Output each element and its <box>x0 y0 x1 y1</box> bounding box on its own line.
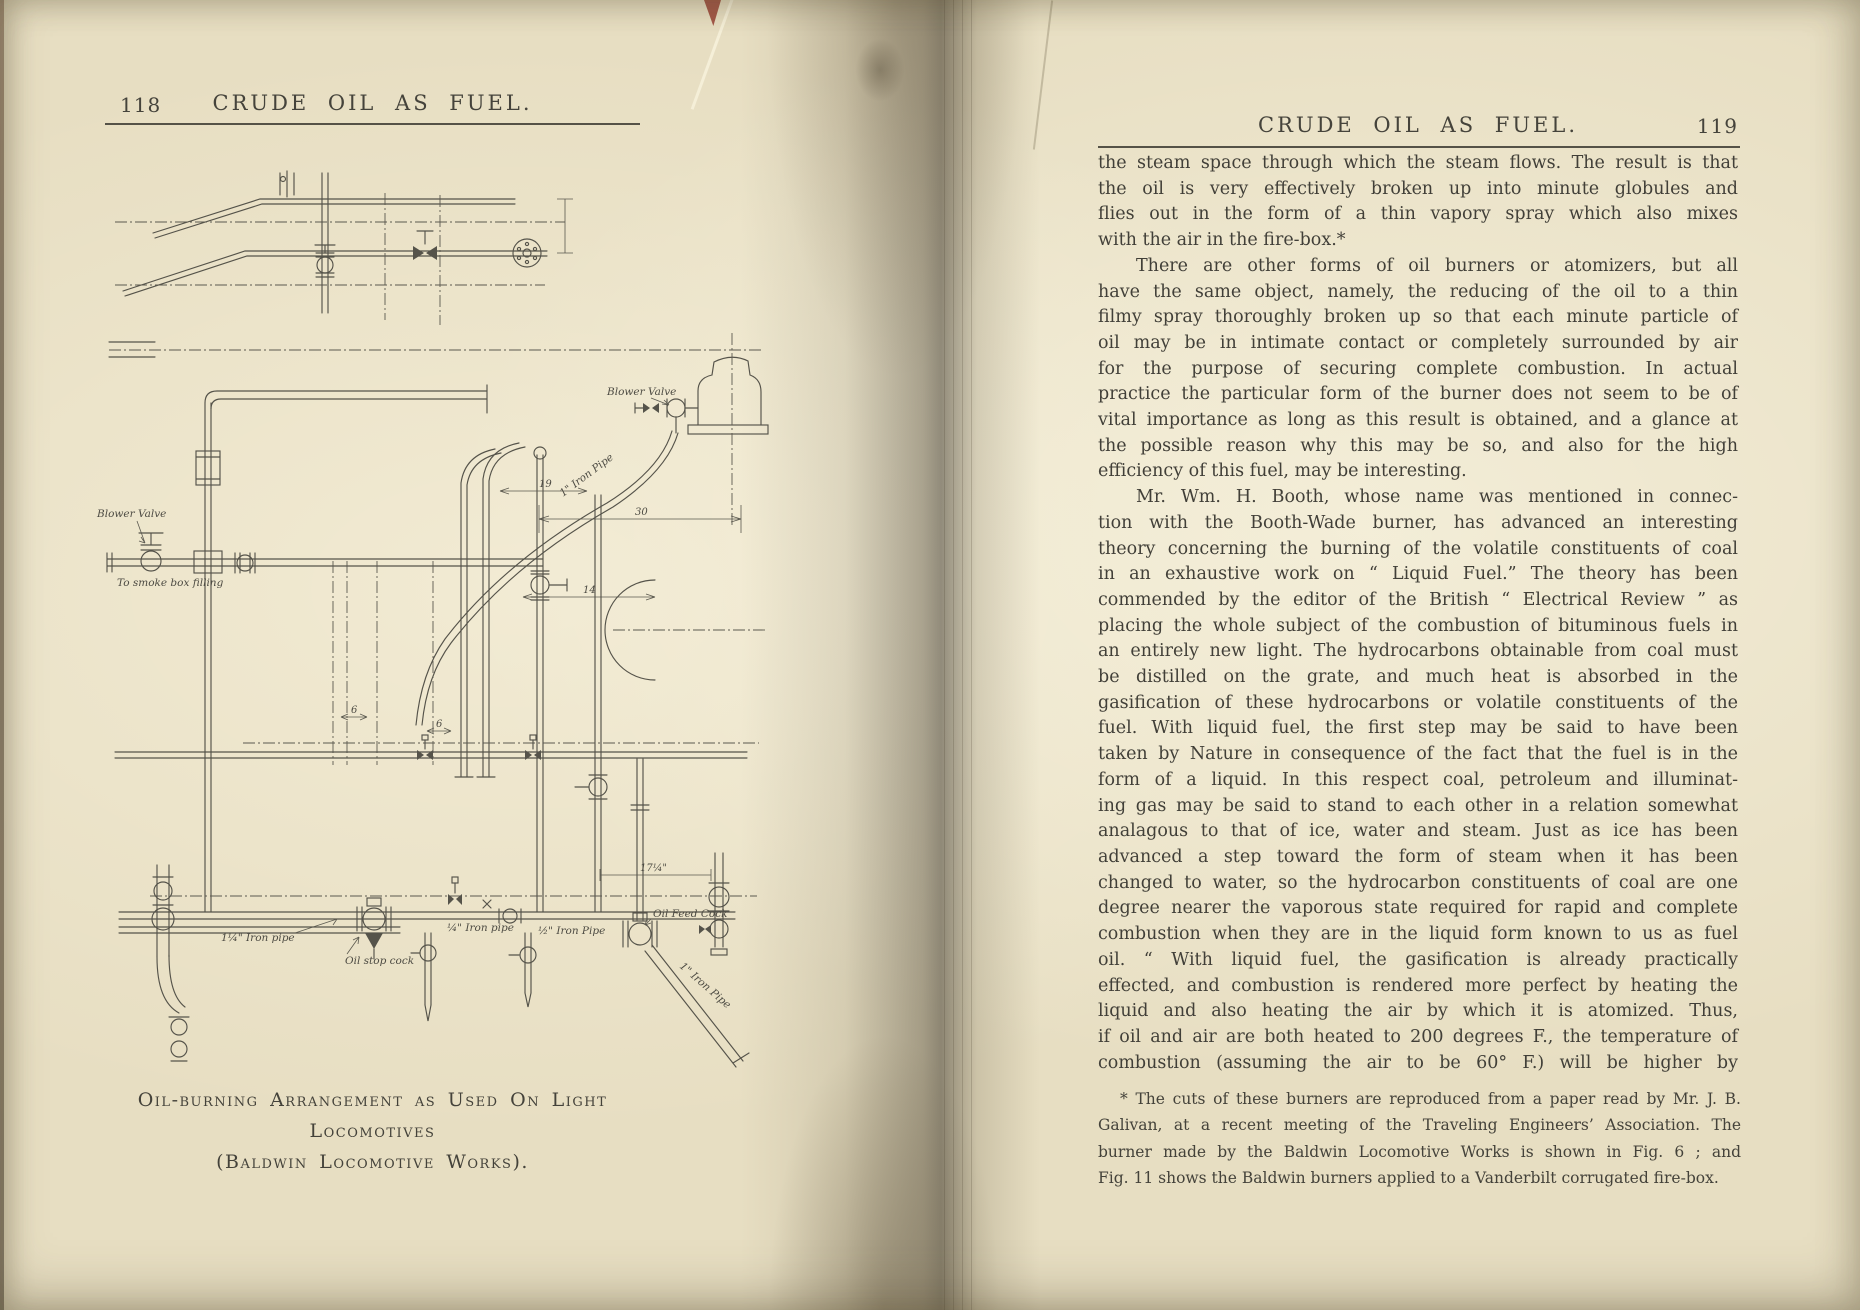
text-line: gasification of these hydrocarbons or volatile constituents of the <box>1098 692 1738 713</box>
paragraph <box>1098 151 1738 254</box>
figure-caption <box>100 1085 645 1178</box>
left-header-rule <box>105 123 640 125</box>
text-line: burner made by the Baldwin Locomotive Works is shown in Fig. 6 ; and <box>1098 1142 1741 1161</box>
diagram-dim-14: 14 <box>583 585 596 596</box>
text-line: advanced a step toward the form of steam when it has been <box>1098 846 1738 867</box>
text-line: liquid and also heating the air by which it is atomized. Thus, <box>1098 1001 1738 1022</box>
text-line: the possible reason why this may be so, and also for the high <box>1098 435 1738 456</box>
paragraph <box>1098 254 1738 485</box>
text-line: theory concerning the burning of the volatile constituents of coal <box>1098 538 1738 559</box>
page-curl-shadow <box>845 25 915 115</box>
text-line: There are other forms of oil burners or atomizers, but all <box>1136 255 1738 276</box>
text-line: fuel. With liquid fuel, the first step may be said to have been <box>1098 718 1738 739</box>
text-line: combustion (assuming the air to be 60° F.) will be higher by <box>1098 1052 1738 1073</box>
diagram-label-iron-pipe-quarter: ¼" Iron pipe <box>447 922 514 934</box>
text-line: degree nearer the vaporous state required for rapid and complete <box>1098 898 1738 919</box>
right-header-rule <box>1098 146 1740 148</box>
text-line: with the air in the fire-box.* <box>1098 230 1346 251</box>
text-line: vital importance as long as this result is obtained, and a glance at <box>1098 410 1738 431</box>
footnote <box>1098 1086 1741 1192</box>
text-line: have the same object, namely, the reducing of the oil to a thin <box>1098 281 1738 302</box>
diagram-dim-30: 30 <box>635 507 648 518</box>
right-running-title: CRUDE OIL AS FUEL. <box>1258 113 1578 137</box>
text-line: commended by the editor of the British “ Electrical Review ” as <box>1098 589 1738 610</box>
text-line: combustion when they are in the liquid form known to us as fuel <box>1098 924 1738 945</box>
left-running-title: CRUDE OIL AS FUEL. <box>212 91 533 115</box>
caption-line-2: (Baldwin Locomotive Works). <box>216 1151 529 1173</box>
diagram-label-iron-pipe-half: ½" Iron Pipe <box>538 925 606 937</box>
text-line: placing the whole subject of the combustion of bituminous fuels in <box>1098 615 1738 636</box>
text-line: be distilled on the grate, and much heat is absorbed in the <box>1098 667 1738 688</box>
diagram-label-iron-pipe-1-quarter: 1¼" Iron pipe <box>221 932 295 944</box>
text-line: analagous to that of ice, water and steam. Just as ice has been <box>1098 821 1738 842</box>
diagram-label-oil-stop-cock: Oil stop cock <box>345 955 415 967</box>
page-edge-lines <box>944 0 974 1310</box>
book-gutter-shadow <box>740 0 1040 1310</box>
diagram-label-iron-pipe-1-drop: 1" Iron Pipe <box>677 960 734 1012</box>
diagram-label-oil-feed-cock: Oil Feed Cock <box>653 908 728 920</box>
caption-line-1: Oil-burning Arrangement as Used On Light Locomotives <box>137 1089 608 1142</box>
text-line: in an exhaustive work on “ Liquid Fuel.” The theory has been <box>1098 564 1738 585</box>
text-line: an entirely new light. The hydrocarbons obtainable from coal must <box>1098 641 1738 662</box>
text-line: changed to water, so the hydrocarbon constituents of coal are one <box>1098 872 1738 893</box>
text-line: efficiency of this fuel, may be interesting. <box>1098 461 1467 482</box>
cover-tear-mark <box>704 0 721 26</box>
text-line: tion with the Booth-Wade burner, has advanced an interesting <box>1098 512 1738 533</box>
text-line: form of a liquid. In this respect coal, petroleum and illuminat- <box>1098 769 1738 790</box>
body-text <box>1098 151 1738 1076</box>
diagram-dim-19: 19 <box>539 479 552 490</box>
text-line: effected, and combustion is rendered more perfect by heating the <box>1098 975 1738 996</box>
text-line: Galivan, at a recent meeting of the Traveling Engineers’ Association. The <box>1098 1116 1741 1135</box>
text-line: the oil is very effectively broken up into minute globules and <box>1098 178 1738 199</box>
right-page-number: 119 <box>1696 114 1738 138</box>
text-line: Mr. Wm. H. Booth, whose name was mentioned in connec- <box>1136 487 1738 508</box>
left-page-edge <box>0 0 4 1310</box>
paragraph <box>1098 1086 1741 1192</box>
locomotive-piping-diagram <box>95 165 775 1085</box>
text-line: for the purpose of securing complete combustion. In actual <box>1098 358 1738 379</box>
paragraph <box>1098 485 1738 1076</box>
text-line: if oil and air are both heated to 200 degrees F., the temperature of <box>1098 1026 1738 1047</box>
text-line: filmy spray thoroughly broken up so that each minute particle of <box>1098 307 1738 328</box>
text-line: ing gas may be said to stand to each other in a relation somewhat <box>1098 795 1738 816</box>
diagram-dim-6a: 6 <box>351 705 358 716</box>
text-line: Fig. 11 shows the Baldwin burners applied to a Vanderbilt corrugated fire-box. <box>1098 1169 1719 1188</box>
left-page-number: 118 <box>120 93 162 117</box>
diagram-dim-6b: 6 <box>436 719 443 730</box>
text-line: flies out in the form of a thin vapory spray which also mixes <box>1098 204 1738 225</box>
text-line: the steam space through which the steam flows. The result is that <box>1098 153 1738 173</box>
text-line: * The cuts of these burners are reproduced from a paper read by Mr. J. B. <box>1120 1090 1741 1108</box>
text-line: oil may be in intimate contact or completely surrounded by air <box>1098 332 1738 353</box>
diagram-label-smoke-box: To smoke box filling <box>117 577 224 589</box>
diagram-dim-17: 17¼" <box>640 863 668 874</box>
diagram-label-blower-valve-top: Blower Valve <box>607 386 677 398</box>
diagram-label-blower-valve-left: Blower Valve <box>97 508 167 520</box>
text-line: oil. “ With liquid fuel, the gasification is already practically <box>1098 949 1738 970</box>
text-line: practice the particular form of the burner does not seem to be of <box>1098 384 1738 405</box>
text-line: taken by Nature in consequence of the fact that the fuel is in the <box>1098 744 1738 765</box>
diagram-label-iron-pipe-1-curve: 1" Iron Pipe <box>557 451 616 500</box>
